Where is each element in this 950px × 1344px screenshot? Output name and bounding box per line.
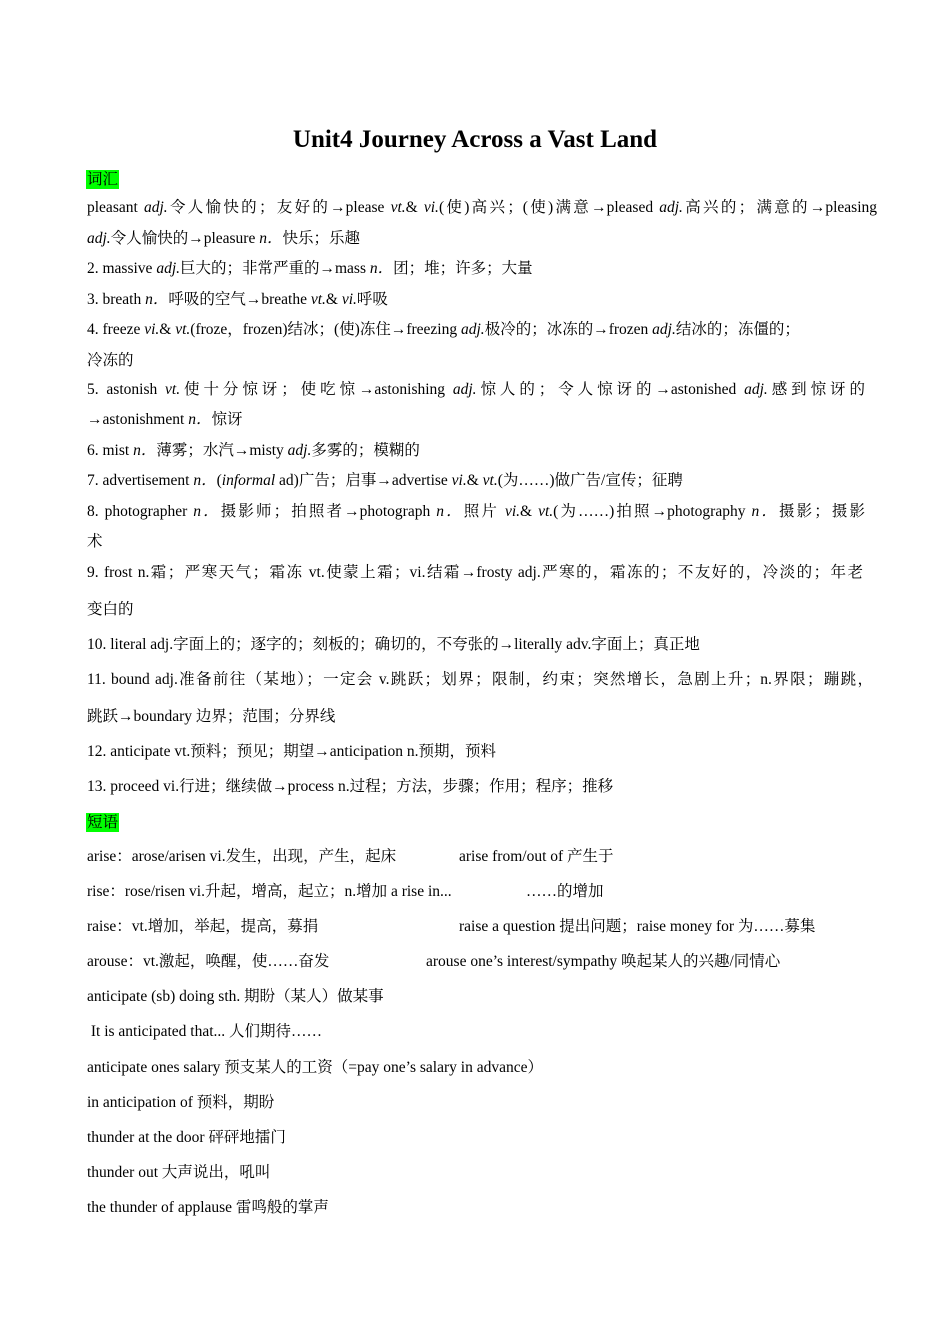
vocab-line-9-cont: 变白的 bbox=[87, 601, 134, 618]
phrase-line-2: rise：rose/risen vi.升起，增高，起立；n.增加 a rise in... ……的增加 bbox=[87, 883, 604, 900]
vocab-line-2: 2. massive adj.巨大的；非常严重的→mass n．团；堆；许多；大量 bbox=[87, 260, 533, 277]
vocab-line-6: 6. mist n．薄雾；水汽→misty adj.多雾的；模糊的 bbox=[87, 442, 420, 459]
phrase-line-4: arouse：vt.激起，唤醒，使……奋发 arouse one’s interest/sympathy 唤起某人的兴趣/同情心 bbox=[87, 953, 781, 970]
vocab-line-8-cont: 术 bbox=[87, 533, 103, 550]
vocab-line-10: 10. literal adj.字面上的；逐字的；刻板的；确切的，不夸张的→literally adv.字面上；真正地 bbox=[87, 636, 700, 653]
phrase-line-11: the thunder of applause 雷鸣般的掌声 bbox=[87, 1199, 329, 1216]
phrase-line-3: raise：vt.增加，举起，提高，募捐 raise a question 提出问题；raise money for 为……募集 bbox=[87, 918, 816, 935]
vocab-line-3: 3. breath n．呼吸的空气→breathe vt.& vi.呼吸 bbox=[87, 291, 388, 308]
vocab-line-11: 11. bound adj.准备前往（某地）；一定会 v.跳跃；划界；限制，约束；突然增长，急剧上升；n.界限；蹦跳， bbox=[87, 671, 873, 688]
vocab-line-11-cont: 跳跃→boundary 边界；范围；分界线 bbox=[87, 708, 336, 725]
phrase-line-6: It is anticipated that... 人们期待…… bbox=[87, 1023, 323, 1040]
vocab-line-8: 8. photographer n．摄影师；拍照者→photograph n．照片 vi.& vt.(为……)拍照→photography n．摄影；摄影 bbox=[87, 503, 865, 520]
phrase-line-10: thunder out 大声说出，吼叫 bbox=[87, 1164, 271, 1181]
vocab-line-9: 9. frost n.霜；严寒天气；霜冻 vt.使蒙上霜；vi.结霜→frosty adj.严寒的，霜冻的；不友好的，冷淡的；年老 bbox=[87, 564, 863, 581]
section-label-phrases: 短语 bbox=[87, 814, 119, 831]
phrase-line-5: anticipate (sb) doing sth. 期盼（某人）做某事 bbox=[87, 988, 384, 1005]
vocab-line-7: 7. advertisement n．(informal ad)广告；启事→advertise vi.& vt.(为……)做广告/宣传；征聘 bbox=[87, 472, 683, 489]
vocab-line-5: 5. astonish vt.使十分惊讶；使吃惊→astonishing adj.惊人的；令人惊讶的→astonished adj.感到惊讶的 bbox=[87, 381, 865, 398]
vocab-line-1-cont: adj.令人愉快的→pleasure n．快乐；乐趣 bbox=[87, 230, 360, 247]
page-title: Unit4 Journey Across a Vast Land bbox=[292, 126, 658, 153]
phrase-line-8: in anticipation of 预料，期盼 bbox=[87, 1094, 275, 1111]
vocab-line-13: 13. proceed vi.行进；继续做→process n.过程；方法，步骤；作用；程序；推移 bbox=[87, 778, 614, 795]
vocab-line-4: 4. freeze vi.& vt.(froze，frozen)结冰；(使)冻住→freezing adj.极冷的；冰冻的→frozen adj.结冰的；冻僵的； bbox=[87, 321, 800, 338]
vocab-line-5-cont: →astonishment n．惊讶 bbox=[87, 411, 243, 428]
vocab-line-1: pleasant adj.令人愉快的；友好的→please vt.& vi.(使)高兴；(使)满意→pleased adj.高兴的；满意的→pleasing bbox=[87, 199, 877, 216]
phrase-line-1: arise：arose/arisen vi.发生，出现，产生，起床 arise from/out of 产生于 bbox=[87, 848, 614, 865]
vocab-line-4-cont: 冷冻的 bbox=[87, 352, 134, 369]
phrase-line-7: anticipate ones salary 预支某人的工资（=pay one’s salary in advance） bbox=[87, 1059, 543, 1076]
phrase-line-9: thunder at the door 砰砰地擂门 bbox=[87, 1129, 286, 1146]
section-label-vocab: 词汇 bbox=[87, 171, 119, 188]
vocab-line-12: 12. anticipate vt.预料；预见；期望→anticipation n.预期，预料 bbox=[87, 743, 496, 760]
